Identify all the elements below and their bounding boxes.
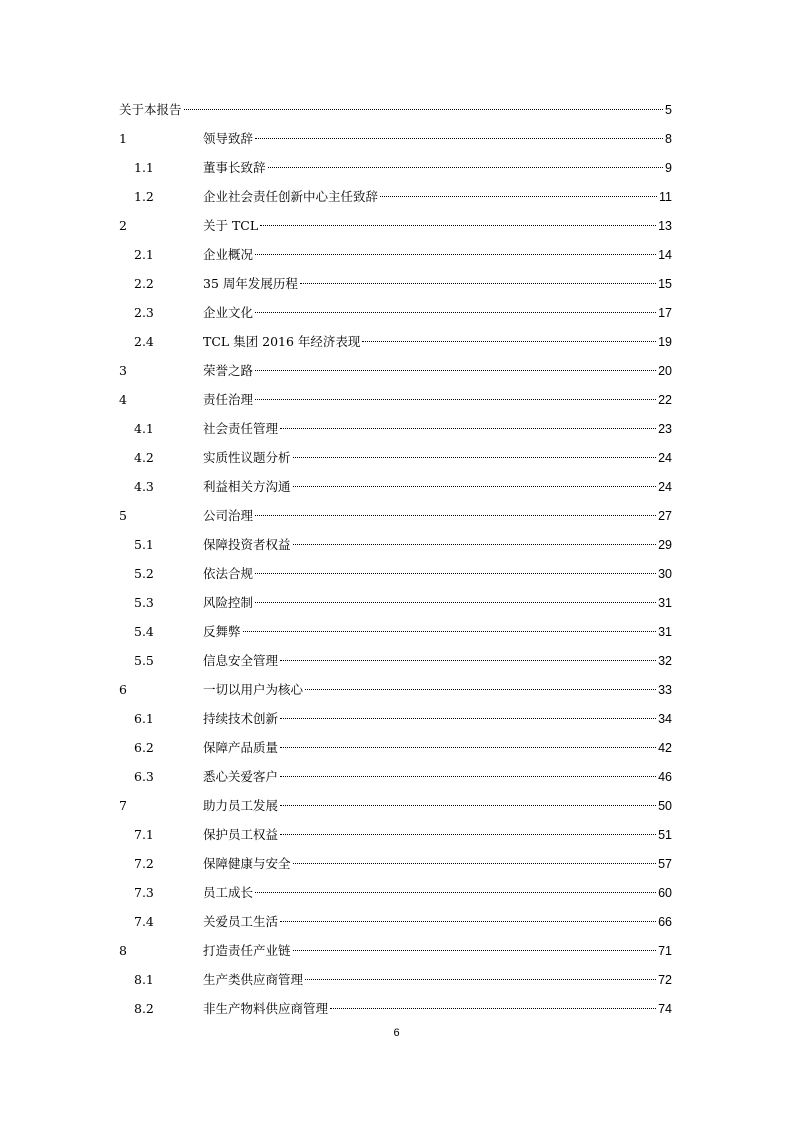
toc-entry-title: 荣誉之路 <box>203 363 254 378</box>
toc-entry[interactable] <box>119 849 672 878</box>
toc-entry-page: 32 <box>658 654 672 668</box>
dot-leader <box>280 746 656 748</box>
toc-entry-number: 4.3 <box>134 479 154 494</box>
toc-entry-line <box>203 936 672 966</box>
toc-entry-line <box>203 530 672 560</box>
toc-entry-line <box>203 965 672 995</box>
toc-entry-title: 关于 TCL <box>203 218 259 233</box>
toc-entry-page: 30 <box>658 567 672 581</box>
toc-entry-title: 保障健康与安全 <box>203 856 291 871</box>
toc-entry-title: 关于本报告 <box>119 102 182 117</box>
toc-entry-page: 66 <box>658 915 672 929</box>
toc-entry[interactable] <box>119 298 672 327</box>
toc-entry-number: 6.3 <box>134 769 154 784</box>
toc-entry[interactable] <box>119 965 672 994</box>
toc-entry-line <box>203 820 672 850</box>
toc-entry-number: 6 <box>119 682 127 697</box>
toc-entry-title: 利益相关方沟通 <box>203 479 291 494</box>
toc-entry-title: 公司治理 <box>203 508 254 523</box>
toc-entry-page: 24 <box>658 480 672 494</box>
toc-entry-page: 57 <box>658 857 672 871</box>
dot-leader <box>255 514 656 516</box>
toc-entry-title: 反舞弊 <box>203 624 241 639</box>
toc-entry[interactable] <box>119 443 672 472</box>
toc-entry-number: 6.1 <box>134 711 154 726</box>
dot-leader <box>330 1007 656 1009</box>
dot-leader <box>293 949 657 951</box>
toc-entry-number: 7.2 <box>134 856 154 871</box>
toc-entry-number: 4 <box>119 392 127 407</box>
dot-leader <box>260 224 656 226</box>
toc-entry-line <box>203 907 672 937</box>
toc-entry-title: 打造责任产业链 <box>203 943 291 958</box>
toc-entry-page: 11 <box>659 190 672 204</box>
toc-entry-title: 关爱员工生活 <box>203 914 279 929</box>
toc-entry[interactable] <box>119 240 672 269</box>
toc-entry-line <box>203 298 672 328</box>
toc-entry[interactable] <box>119 153 672 182</box>
toc-entry[interactable] <box>119 733 672 762</box>
dot-leader <box>293 456 657 458</box>
toc-entry-line <box>203 646 672 676</box>
toc-entry-line <box>203 791 672 821</box>
toc-entry-page: 51 <box>658 828 672 842</box>
toc-entry-page: 5 <box>665 103 672 117</box>
toc-entry-page: 22 <box>658 393 672 407</box>
toc-entry-page: 13 <box>658 219 672 233</box>
toc-entry-title: 企业文化 <box>203 305 254 320</box>
dot-leader <box>280 804 656 806</box>
toc-entry-page: 31 <box>658 625 672 639</box>
toc-entry-line <box>203 327 672 357</box>
toc-entry-number: 7.3 <box>134 885 154 900</box>
toc-entry-number: 8.2 <box>134 1001 154 1016</box>
toc-entry-title: 悉心关爱客户 <box>203 769 279 784</box>
toc-entry-title: TCL 集团 2016 年经济表现 <box>203 334 361 349</box>
toc-entry-number: 2.1 <box>134 247 154 262</box>
toc-entry-number: 4.2 <box>134 450 154 465</box>
toc-entry-line <box>203 994 672 1024</box>
toc-entry-page: 24 <box>658 451 672 465</box>
toc-entry-number: 2.3 <box>134 305 154 320</box>
dot-leader <box>280 659 656 661</box>
dot-leader <box>255 369 656 371</box>
toc-entry-title: 领导致辞 <box>203 131 254 146</box>
toc-entry-number: 5.3 <box>134 595 154 610</box>
toc-entry-page: 34 <box>658 712 672 726</box>
toc-entry-line <box>203 269 672 299</box>
dot-leader <box>268 166 664 168</box>
toc-entry-page: 15 <box>658 277 672 291</box>
toc-entry-page: 31 <box>658 596 672 610</box>
dot-leader <box>280 427 656 429</box>
toc-entry-number: 1.2 <box>134 189 154 204</box>
toc-entry[interactable] <box>119 791 672 820</box>
dot-leader <box>184 108 664 110</box>
toc-entry-title: 实质性议题分析 <box>203 450 291 465</box>
toc-entry[interactable] <box>119 530 672 559</box>
toc-entry[interactable] <box>119 182 672 211</box>
dot-leader <box>255 572 656 574</box>
toc-entry-number: 5 <box>119 508 127 523</box>
dot-leader <box>280 775 656 777</box>
dot-leader <box>293 543 657 545</box>
toc-entry-page: 33 <box>658 683 672 697</box>
toc-entry-line <box>203 182 672 212</box>
toc-entry-number: 6.2 <box>134 740 154 755</box>
toc-entry[interactable] <box>119 878 672 907</box>
toc-entry-number: 5.4 <box>134 624 154 639</box>
toc-entry-title: 保障投资者权益 <box>203 537 291 552</box>
toc-entry-line <box>203 443 672 473</box>
dot-leader <box>243 630 657 632</box>
toc-entry-number: 2.4 <box>134 334 154 349</box>
toc-entry-page: 19 <box>658 335 672 349</box>
toc-entry-page: 71 <box>658 944 672 958</box>
toc-entry[interactable] <box>119 762 672 791</box>
toc-entry-number: 7 <box>119 798 127 813</box>
toc-entry-line <box>203 414 672 444</box>
toc-entry[interactable] <box>119 994 672 1023</box>
toc-entry[interactable] <box>119 559 672 588</box>
toc-entry-title: 责任治理 <box>203 392 254 407</box>
toc-entry-number: 8 <box>119 943 127 958</box>
toc-entry-title: 持续技术创新 <box>203 711 279 726</box>
toc-entry-line <box>203 617 672 647</box>
toc-entry-number: 2 <box>119 218 127 233</box>
toc-entry-line <box>203 704 672 734</box>
toc-entry-title: 依法合规 <box>203 566 254 581</box>
toc-entry-number: 4.1 <box>134 421 154 436</box>
toc-entry[interactable] <box>119 124 672 153</box>
toc-entry-line <box>203 733 672 763</box>
toc-entry-line <box>203 124 672 154</box>
toc-entry-page: 14 <box>658 248 672 262</box>
toc-entry[interactable] <box>119 211 672 240</box>
toc-entry-title: 非生产物料供应商管理 <box>203 1001 329 1016</box>
toc-entry-page: 46 <box>658 770 672 784</box>
toc-entry[interactable] <box>119 501 672 530</box>
toc-entry-page: 20 <box>658 364 672 378</box>
dot-leader <box>255 891 656 893</box>
toc-entry-page: 17 <box>658 306 672 320</box>
toc-entry-page: 27 <box>658 509 672 523</box>
toc-entry-title: 保障产品质量 <box>203 740 279 755</box>
toc-entry-line <box>203 675 672 705</box>
toc-entry-number: 5.1 <box>134 537 154 552</box>
toc-entry-page: 29 <box>658 538 672 552</box>
toc-entry[interactable] <box>119 327 672 356</box>
toc-entry-line <box>203 211 672 241</box>
toc-entry[interactable] <box>119 385 672 414</box>
toc-entry-page: 23 <box>658 422 672 436</box>
dot-leader <box>255 311 656 313</box>
toc-entry-number: 5.5 <box>134 653 154 668</box>
dot-leader <box>293 862 657 864</box>
dot-leader <box>380 195 657 197</box>
toc-entry-title: 35 周年发展历程 <box>203 276 298 291</box>
toc-entry-number: 3 <box>119 363 127 378</box>
toc-entry-line <box>203 878 672 908</box>
toc-entry[interactable] <box>119 907 672 936</box>
toc-entry-line <box>203 762 672 792</box>
toc-entry-line <box>203 501 672 531</box>
toc-entry-number: 7.1 <box>134 827 154 842</box>
toc-entry-line <box>203 240 672 270</box>
dot-leader <box>300 282 656 284</box>
toc-entry-page: 50 <box>658 799 672 813</box>
dot-leader <box>280 833 656 835</box>
toc-entry-line <box>203 356 672 386</box>
toc-entry-number: 5.2 <box>134 566 154 581</box>
toc-entry[interactable] <box>119 617 672 646</box>
table-of-contents <box>119 95 672 1023</box>
toc-entry-line <box>203 472 672 502</box>
toc-entry-page: 8 <box>665 132 672 146</box>
toc-entry-number: 1.1 <box>134 160 154 175</box>
toc-entry-title: 信息安全管理 <box>203 653 279 668</box>
toc-entry-line <box>203 385 672 415</box>
toc-entry[interactable] <box>119 95 672 124</box>
dot-leader <box>255 601 656 603</box>
toc-entry[interactable] <box>119 936 672 965</box>
toc-entry[interactable] <box>119 646 672 675</box>
toc-entry-page: 72 <box>658 973 672 987</box>
toc-entry-page: 74 <box>658 1002 672 1016</box>
toc-entry-title: 企业概况 <box>203 247 254 262</box>
toc-entry[interactable] <box>119 588 672 617</box>
page-number: 6 <box>393 1027 400 1039</box>
toc-entry[interactable] <box>119 675 672 704</box>
toc-entry-page: 42 <box>658 741 672 755</box>
toc-entry-title: 员工成长 <box>203 885 254 900</box>
toc-entry-title: 社会责任管理 <box>203 421 279 436</box>
toc-entry[interactable] <box>119 414 672 443</box>
toc-entry-line <box>203 588 672 618</box>
dot-leader <box>280 920 656 922</box>
toc-entry-title: 助力员工发展 <box>203 798 279 813</box>
toc-entry-title: 董事长致辞 <box>203 160 266 175</box>
toc-entry-line <box>203 153 672 183</box>
toc-entry-title: 企业社会责任创新中心主任致辞 <box>203 189 379 204</box>
dot-leader <box>280 717 656 719</box>
toc-entry-line <box>119 95 672 125</box>
toc-entry[interactable] <box>119 472 672 501</box>
toc-entry-title: 一切以用户为核心 <box>203 682 304 697</box>
dot-leader <box>255 253 656 255</box>
toc-entry[interactable] <box>119 820 672 849</box>
toc-entry-number: 7.4 <box>134 914 154 929</box>
dot-leader <box>305 688 656 690</box>
toc-entry-title: 保护员工权益 <box>203 827 279 842</box>
toc-entry[interactable] <box>119 269 672 298</box>
toc-entry-page: 60 <box>658 886 672 900</box>
toc-entry-number: 8.1 <box>134 972 154 987</box>
toc-entry-page: 9 <box>665 161 672 175</box>
toc-entry-title: 风险控制 <box>203 595 254 610</box>
toc-entry-number: 2.2 <box>134 276 154 291</box>
toc-entry-number: 1 <box>119 131 127 146</box>
toc-entry-title: 生产类供应商管理 <box>203 972 304 987</box>
dot-leader <box>255 398 656 400</box>
dot-leader <box>255 137 663 139</box>
dot-leader <box>362 340 656 342</box>
toc-entry-line <box>203 559 672 589</box>
toc-entry[interactable] <box>119 704 672 733</box>
toc-entry-line <box>203 849 672 879</box>
toc-entry[interactable] <box>119 356 672 385</box>
dot-leader <box>293 485 657 487</box>
dot-leader <box>305 978 656 980</box>
